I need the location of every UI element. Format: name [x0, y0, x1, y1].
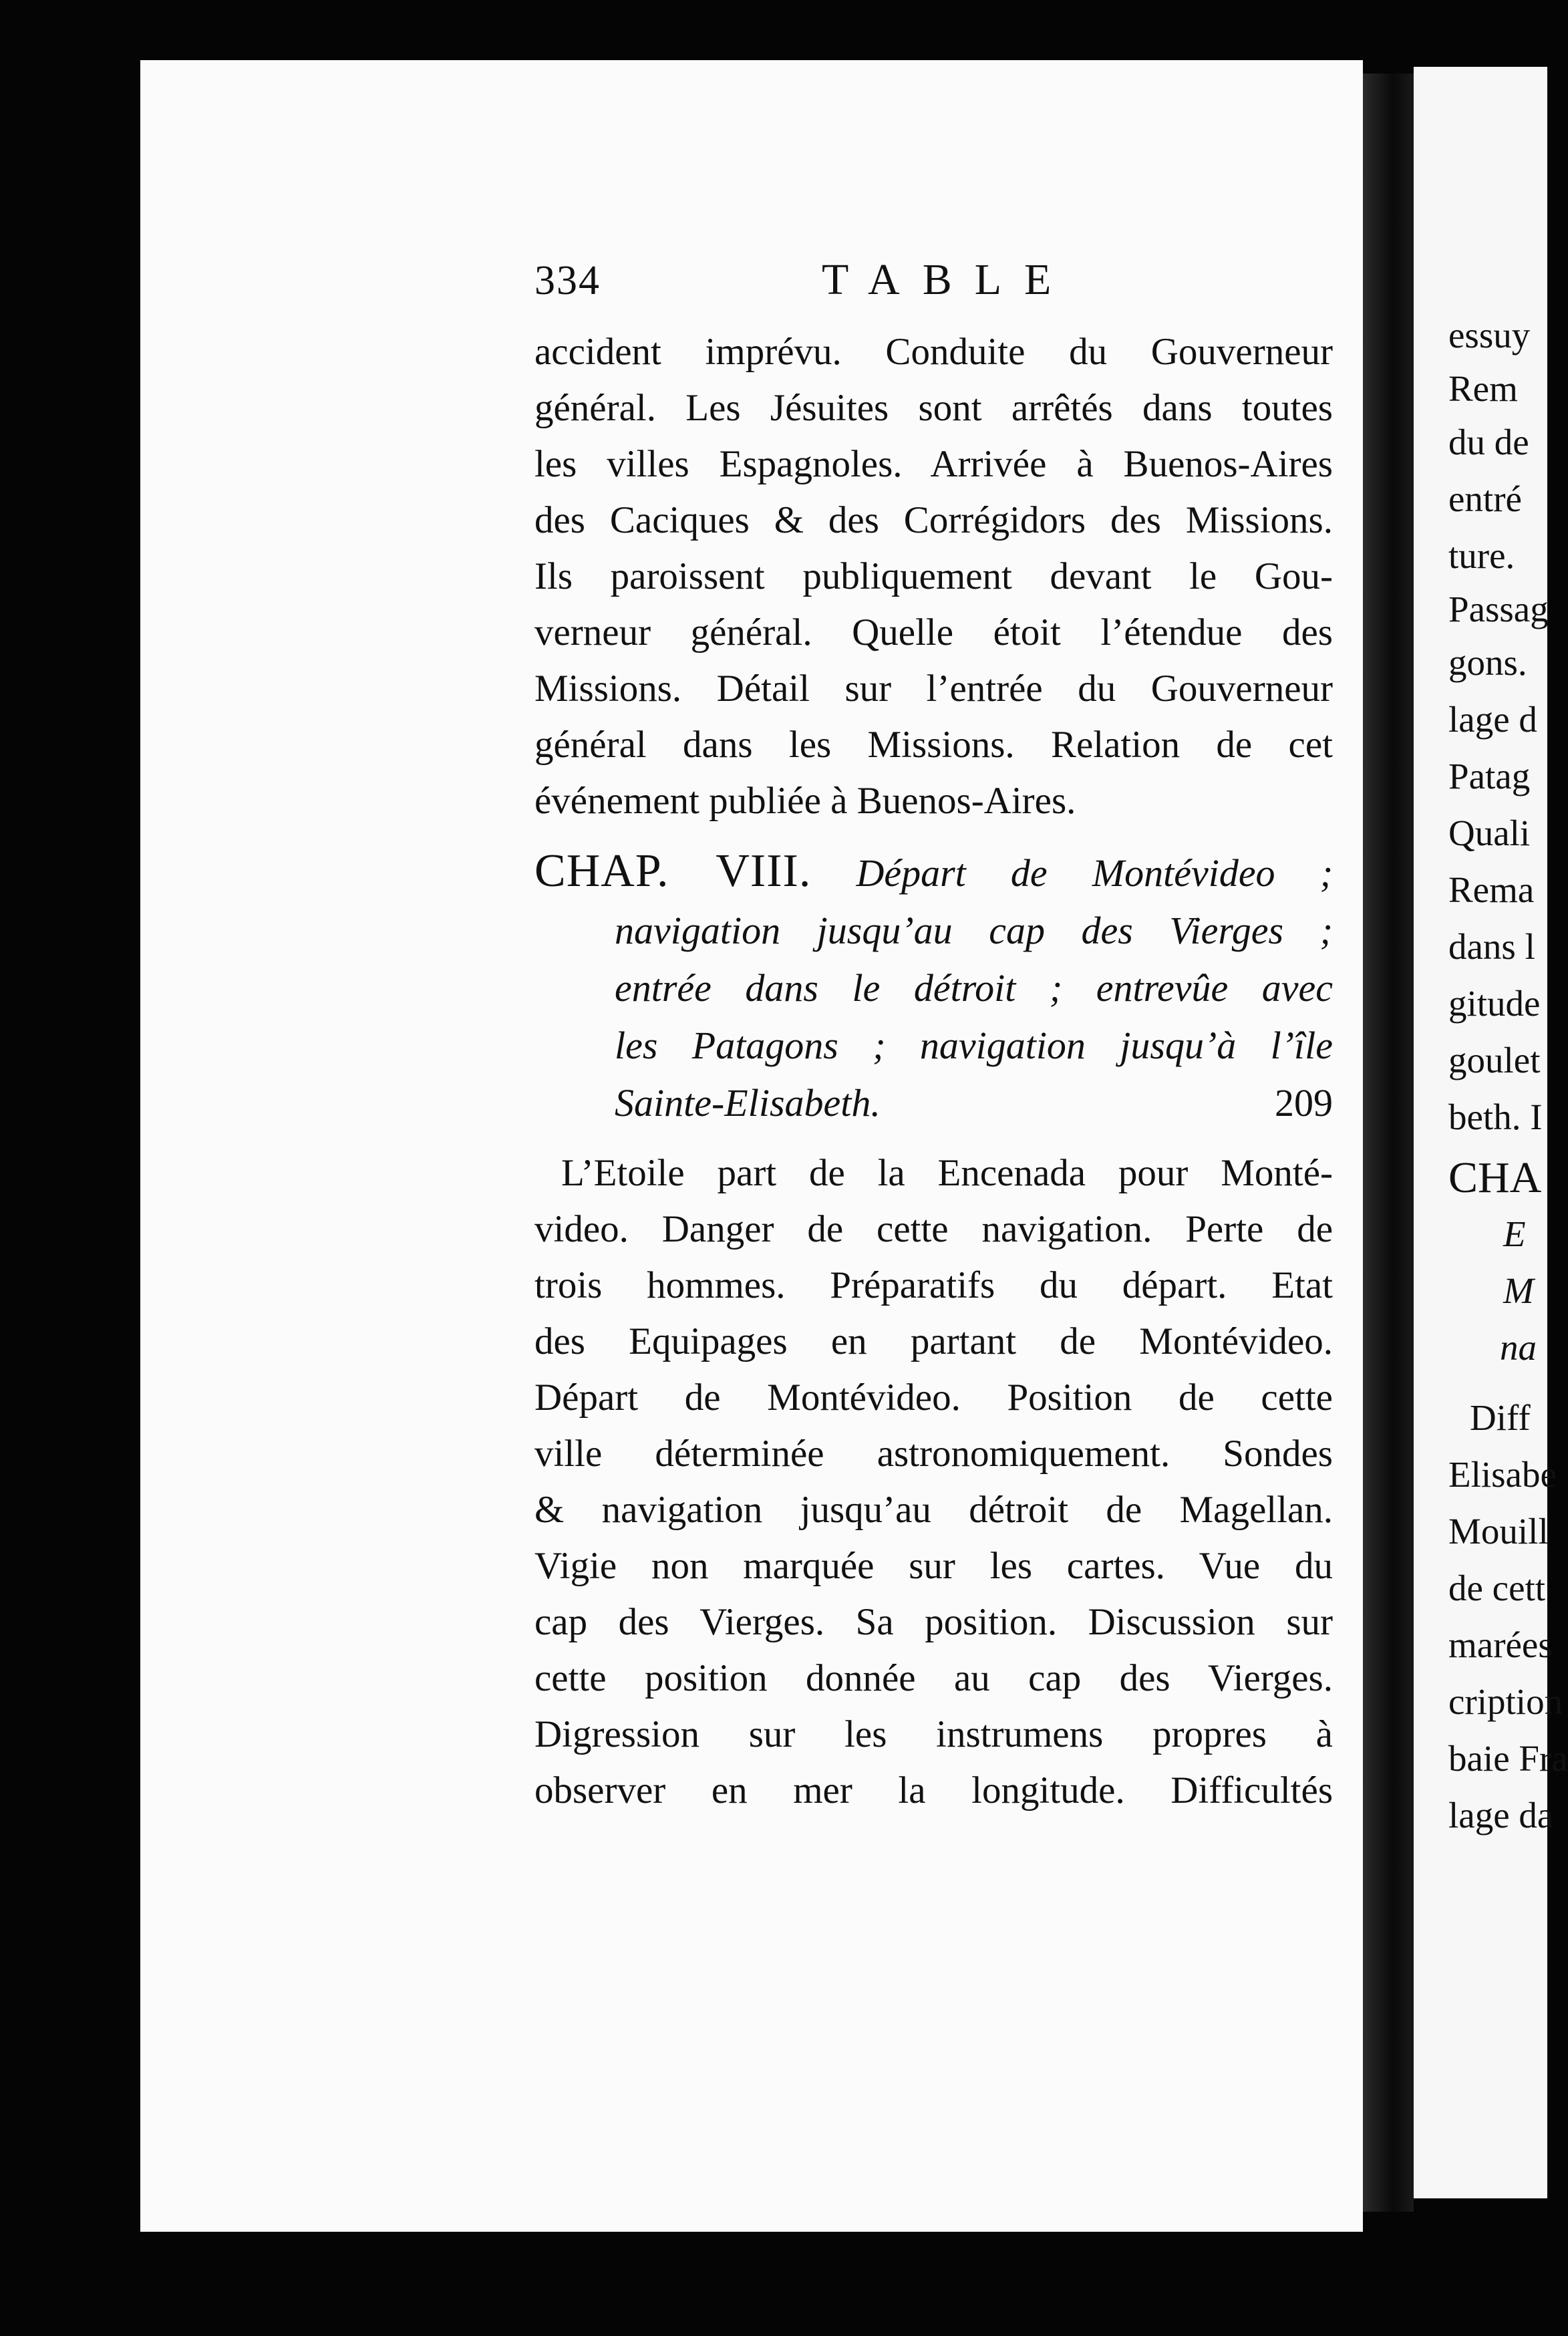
- page-number: 334: [534, 258, 601, 303]
- text-line: cette position donnée au cap des Vierges.: [534, 1657, 1333, 1699]
- text-line: video. Danger de cette navigation. Perte de: [534, 1208, 1333, 1250]
- right-page-fragment: cription: [1448, 1681, 1563, 1722]
- paragraph-one: [534, 324, 1333, 829]
- chapter-title-line: navigation jusqu’au cap des Vierges ;: [615, 909, 1333, 952]
- right-page-fragment: Elisabe: [1448, 1454, 1557, 1495]
- text-line: Départ de Montévideo. Position de cette: [534, 1376, 1333, 1419]
- right-page-fragment: lage da: [1448, 1795, 1554, 1836]
- right-page-fragment: Quali: [1448, 813, 1531, 853]
- running-head: [534, 257, 1333, 324]
- text-line: les villes Espagnoles. Arrivée à Buenos-Aires: [534, 443, 1333, 485]
- running-title: TABLE: [822, 255, 1074, 304]
- text-line: Missions. Détail sur l’entrée du Gouverneur: [534, 668, 1333, 710]
- right-page-fragment: M: [1503, 1270, 1534, 1311]
- right-page-fragment: Passag: [1448, 589, 1549, 629]
- right-page-fragment: Patag: [1448, 756, 1531, 796]
- right-page-fragment: goulet: [1448, 1040, 1541, 1080]
- right-page-fragment: E: [1503, 1213, 1526, 1254]
- text-line: verneur général. Quelle étoit l’étendue des: [534, 611, 1333, 653]
- right-page-fragment: Rem: [1448, 368, 1518, 409]
- right-page-fragment: marées: [1448, 1624, 1553, 1665]
- right-page-fragment: baie Fra: [1448, 1738, 1568, 1779]
- text-line: cap des Vierges. Sa position. Discussion sur: [534, 1601, 1333, 1643]
- text-line: Vigie non marquée sur les cartes. Vue du: [534, 1545, 1333, 1587]
- chapter-title-line: Sainte-Elisabeth.: [615, 1081, 881, 1125]
- chapter-title-line: entrée dans le détroit ; entrevûe avec: [615, 966, 1333, 1010]
- text-line: Ils paroissent publiquement devant le Gou-: [534, 555, 1333, 597]
- right-page-fragment: dans l: [1448, 926, 1535, 967]
- right-page-fragment: CHA: [1448, 1153, 1542, 1202]
- text-line: accident imprévu. Conduite du Gouverneur: [534, 331, 1333, 373]
- text-line: des Caciques & des Corrégidors des Missions.: [534, 499, 1333, 541]
- text-line: ville déterminée astronomiquement. Sondes: [534, 1433, 1333, 1475]
- right-page-fragment: na: [1500, 1327, 1537, 1368]
- chapter-final-line: [534, 1074, 1333, 1132]
- right-page-fragment: lage d: [1448, 699, 1537, 740]
- paragraph-two: [534, 1145, 1333, 1819]
- right-page-fragment: de cett: [1448, 1568, 1546, 1608]
- right-page-fragment: entré: [1448, 478, 1522, 519]
- chapter-heading: [534, 843, 1333, 1132]
- text-line: des Equipages en partant de Montévideo.: [534, 1320, 1333, 1362]
- text-line: événement publiée à Buenos-Aires.: [534, 780, 1076, 822]
- chapter-title-line: les Patagons ; navigation jusqu’à l’île: [615, 1024, 1333, 1067]
- chapter-page-ref: 209: [1275, 1081, 1333, 1125]
- text-line: observer en mer la longitude. Difficultés: [534, 1769, 1333, 1811]
- right-page-fragment: essuy: [1448, 315, 1531, 355]
- right-page-fragment: Diff: [1470, 1397, 1531, 1438]
- text-line: général. Les Jésuites sont arrêtés dans toutes: [534, 387, 1333, 429]
- text-line: Digression sur les instrumens propres à: [534, 1713, 1333, 1755]
- right-page-fragment: du de: [1448, 422, 1529, 462]
- right-page-fragment: gitude: [1448, 983, 1541, 1024]
- text-line: & navigation jusqu’au détroit de Magellan.: [534, 1489, 1333, 1531]
- text-line: trois hommes. Préparatifs du départ. Etat: [534, 1264, 1333, 1306]
- chapter-title-line: Départ de Montévideo ;: [856, 851, 1334, 895]
- chapter-first-line: [534, 843, 1333, 902]
- text-line: L’Etoile part de la Encenada pour Monté-: [561, 1152, 1333, 1194]
- chapter-label: CHAP. VIII.: [534, 845, 812, 897]
- left-page-text: [534, 257, 1333, 1819]
- book-gutter: [1363, 74, 1414, 2212]
- right-page-fragment: gons.: [1448, 642, 1527, 683]
- right-page-fragment: beth. I: [1448, 1097, 1543, 1137]
- right-page-fragment: ture.: [1448, 535, 1515, 576]
- right-page-fragment: Mouill: [1448, 1511, 1549, 1552]
- text-line: général dans les Missions. Relation de cet: [534, 724, 1333, 766]
- right-page-fragment: Rema: [1448, 869, 1535, 910]
